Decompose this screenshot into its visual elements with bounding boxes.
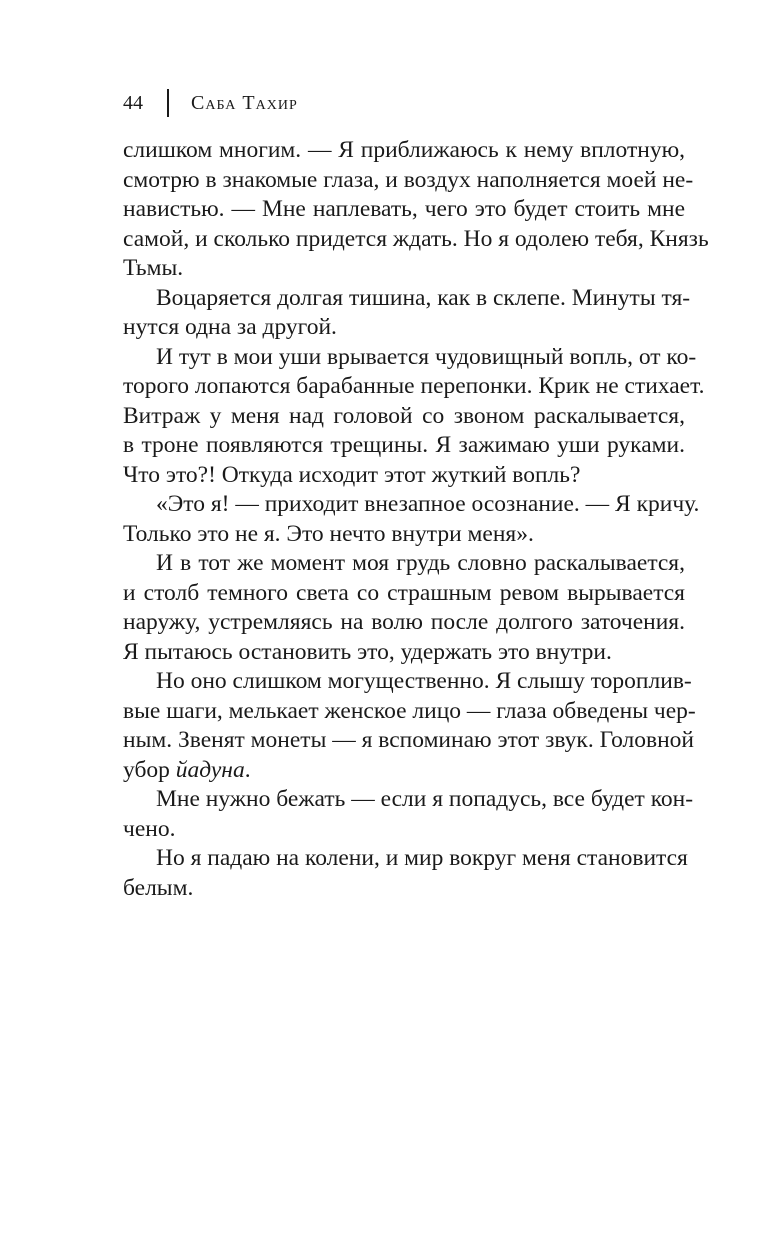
text-line: нутся одна за другой.	[123, 314, 337, 340]
text-line: И тут в мои уши врывается чудовищный вопль, от ко-	[156, 343, 697, 370]
text-line: самой, и сколько придется ждать. Но я одолею тебя, Князь	[123, 225, 709, 252]
text-line: И в тот же момент моя грудь словно раскалывается,	[156, 550, 685, 576]
text-line: навистью. — Мне наплевать, чего это будет стоить мне	[123, 196, 685, 222]
text-line: белым.	[123, 874, 194, 901]
body-text	[123, 136, 709, 903]
text-line: и столб темного света со страшным ревом вырывается	[123, 579, 685, 606]
page-number: 44	[123, 91, 143, 114]
text-line: Что это?! Откуда исходит этот жуткий вопль?	[123, 461, 581, 488]
text-line: Я пытаюсь остановить это, удержать это внутри.	[123, 638, 612, 665]
header-divider	[167, 89, 169, 117]
text-line: Мне нужно бежать — если я попадусь, все будет кон-	[156, 786, 694, 812]
italic-word: йадуна	[175, 756, 245, 783]
text-fragment: .	[244, 756, 251, 783]
text-line: в троне появляются трещины. Я зажимаю уши руками.	[123, 432, 685, 458]
text-line: торого лопаются барабанные перепонки. Крик не стихает.	[123, 373, 705, 399]
text-line: смотрю в знакомые глаза, и воздух наполняется моей не-	[123, 166, 694, 193]
text-line: Тьмы.	[123, 255, 184, 281]
text-line: ным. Звенят монеты — я вспоминаю этот звук. Головной	[123, 727, 695, 753]
text-line: Только это не я. Это нечто внутри меня».	[123, 520, 534, 547]
text-line: Витраж у меня над головой со звоном раскалывается,	[123, 402, 685, 429]
text-line: слишком многим. — Я приближаюсь к нему вплотную,	[123, 137, 685, 163]
text-line	[123, 756, 685, 786]
text-line: чено.	[123, 815, 176, 842]
text-line: Но я падаю на колени, и мир вокруг меня становится	[156, 845, 688, 871]
text-line: Воцаряется долгая тишина, как в склепе. Минуты тя-	[156, 284, 691, 311]
text-line: Но оно слишком могущественно. Я слышу тороплив-	[156, 668, 692, 694]
author-name: Саба Тахир	[191, 91, 298, 114]
text-line: наружу, устремляясь на волю после долгого заточения.	[123, 609, 685, 635]
text-line: вые шаги, мелькает женское лицо — глаза обведены чер-	[123, 697, 696, 724]
text-fragment: убор	[123, 756, 176, 783]
text-line: «Это я! — приходит внезапное осознание. — Я кричу.	[156, 491, 700, 517]
running-head	[123, 86, 298, 120]
